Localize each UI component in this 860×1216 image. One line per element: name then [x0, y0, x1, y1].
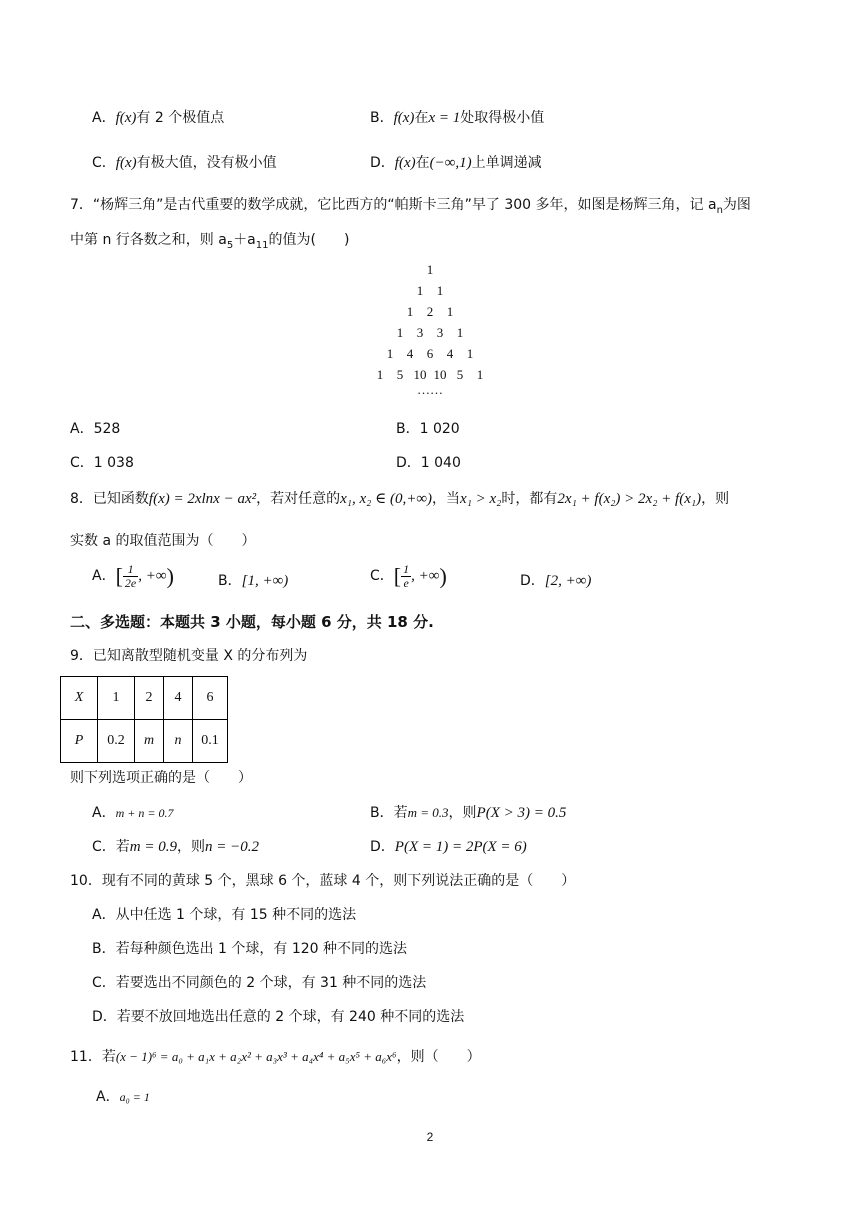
q10-option-d: D．若要不放回地选出任意的 2 个球，有 240 种不同的选法: [92, 1009, 465, 1025]
q9-option-c: C．若m = 0.9，则n = −0.2: [92, 839, 259, 855]
q7-option-a: A．528: [70, 421, 121, 437]
triangle-row-3: 1 2 1: [406, 304, 454, 319]
table-cell: n: [164, 720, 193, 763]
triangle-row-6: 1 5 10 10 5 1: [376, 367, 484, 382]
table-cell: 2: [135, 677, 164, 720]
table-row: [61, 720, 228, 763]
q7-option-d: D．1 040: [396, 455, 461, 471]
triangle-row-5: 1 4 6 4 1: [386, 346, 474, 361]
table-cell: P: [61, 720, 98, 763]
q10-option-b: B．若每种颜色选出 1 个球，有 120 种不同的选法: [92, 941, 408, 957]
q9-question: 则下列选项正确的是（ ）: [70, 770, 252, 786]
triangle-row-2: 1 1: [416, 283, 444, 298]
q6-option-d: D．f(x)在(−∞,1)上单调递减: [370, 155, 542, 171]
q9-option-a: A．m + n = 0.7: [92, 805, 174, 821]
q8-option-c: C．[ $\frac{1}{e}$ , +∞): [370, 562, 447, 590]
q8-option-b: B．[1, +∞): [218, 573, 289, 589]
q7-option-b: B．1 020: [396, 421, 460, 437]
triangle-row-1: 1: [426, 262, 434, 277]
q7-stem-line1: 7．“杨辉三角”是古代重要的数学成就，它比西方的“帕斯卡三角”早了 300 多年，如图是杨辉三角，记 $a_n$为图: [70, 197, 751, 216]
section-heading: 二、多选题：本题共 3 小题，每小题 6 分，共 18 分.: [70, 613, 434, 631]
q11-option-a: A．a₀ = 1: [96, 1089, 150, 1105]
table-cell: 4: [164, 677, 193, 720]
table-cell: 0.1: [193, 720, 228, 763]
q8-option-d: D．[2, +∞): [520, 573, 592, 589]
q9-option-b: B．若m = 0.3，则P(X > 3) = 0.5: [370, 805, 567, 821]
q10-stem: 10．现有不同的黄球 5 个，黑球 6 个，蓝球 4 个，则下列说法正确的是（ ）: [70, 873, 576, 889]
distribution-table: [60, 676, 228, 763]
q10-option-a: A．从中任选 1 个球，有 15 种不同的选法: [92, 907, 357, 923]
q11-stem: 11．若(x − 1)⁶ = a₀ + a₁x + a₂x² + a₃x³ + a₄x⁴ + a₅x⁵ + a₆x⁶，则（ ）: [70, 1049, 481, 1065]
q6-option-a: A．f(x)有 2 个极值点: [92, 110, 225, 126]
table-cell: m: [135, 720, 164, 763]
table-cell: 0.2: [98, 720, 135, 763]
table-cell: 1: [98, 677, 135, 720]
table-cell: 6: [193, 677, 228, 720]
q10-option-c: C．若要选出不同颜色的 2 个球，有 31 种不同的选法: [92, 975, 427, 991]
q9-option-d: D．P(X = 1) = 2P(X = 6): [370, 839, 527, 855]
q8-stem-line2: 实数 a 的取值范围为（ ）: [70, 533, 256, 549]
page-number: 2: [426, 1130, 434, 1144]
q8-stem-line1: 8．已知函数f(x) = 2xlnx − ax²，若对任意的x₁, x₂ ∈ (0,+∞)，当x₁ > x₂时，都有2x₁ + f(x₂) > 2x₂ + f(x₁)，则: [70, 491, 730, 507]
table-cell: X: [61, 677, 98, 720]
q8-option-a: A．[ $\frac{1}{2e}$ , +∞): [92, 562, 174, 590]
q6-option-b: B．f(x)在x = 1处取得极小值: [370, 110, 545, 126]
triangle-ellipsis: ……: [417, 382, 443, 397]
q7-option-c: C．1 038: [70, 455, 134, 471]
q9-stem: 9．已知离散型随机变量 X 的分布列为: [70, 648, 308, 664]
q6-option-c: C．f(x)有极大值，没有极小值: [92, 155, 277, 171]
triangle-row-4: 1 3 3 1: [396, 325, 464, 340]
table-row: [61, 677, 228, 720]
q7-stem-line2: 中第 n 行各数之和，则 $a_5+a_{11}$的值为( ): [70, 232, 350, 251]
